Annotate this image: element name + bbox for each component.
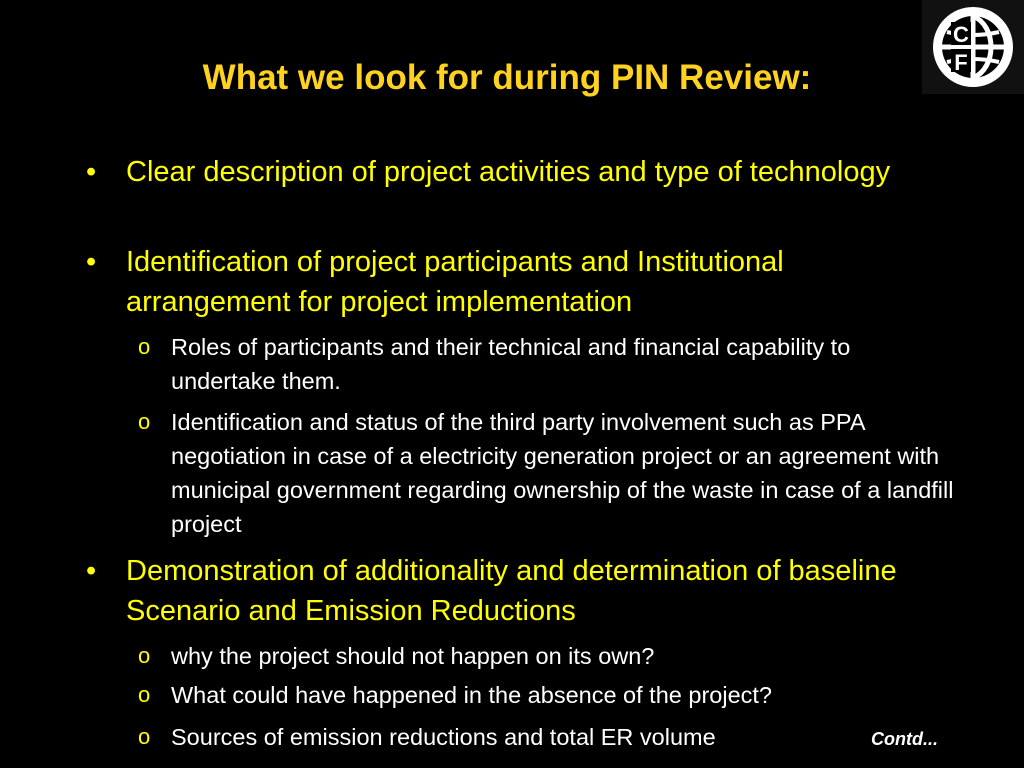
bullet-text: Demonstration of additionality and determination of baseline Scenario and Emission Reductions	[126, 555, 897, 627]
bullet-marker: •	[86, 555, 97, 587]
sub-bullet-marker: o	[138, 409, 151, 434]
bullet-marker: •	[86, 156, 97, 188]
sub-bullet-text: What could have happened in the absence of the project?	[171, 682, 772, 708]
bullet-text: Identification of project participants and Institutional arrangement for project implementation	[126, 246, 784, 318]
sub-bullet-item	[138, 639, 971, 673]
sub-bullet-item	[138, 330, 961, 398]
logo-letter-c: C	[953, 22, 969, 47]
sub-bullet-item	[138, 405, 971, 541]
sub-bullet-item	[138, 720, 971, 754]
sub-bullet-text: why the project should not happen on its own?	[171, 643, 655, 669]
bullet-item	[86, 551, 926, 631]
bullet-item	[86, 242, 926, 322]
slide-title: What we look for during PIN Review:	[202, 58, 812, 97]
logo-letter-f: F	[954, 50, 968, 75]
continued-label: Contd...	[871, 729, 938, 749]
sub-bullet-item	[138, 678, 971, 712]
sub-bullet-marker: o	[138, 643, 151, 668]
bullet-marker: •	[86, 246, 97, 278]
bullet-text: Clear description of project activities and type of technology	[126, 156, 891, 188]
sub-bullet-marker: o	[138, 724, 151, 749]
sub-bullet-text: Roles of participants and their technical and financial capability to undertake them.	[171, 334, 851, 394]
sub-bullet-marker: o	[138, 334, 151, 359]
bullet-item	[86, 152, 926, 192]
sub-bullet-marker: o	[138, 682, 151, 707]
sub-bullet-text: Identification and status of the third party involvement such as PPA negotiation in case of a electricity generation project or an agreement with municipal government regarding ownership of the waste in case of a landfill project	[171, 409, 954, 537]
sub-bullet-text: Sources of emission reductions and total ER volume	[171, 724, 716, 750]
